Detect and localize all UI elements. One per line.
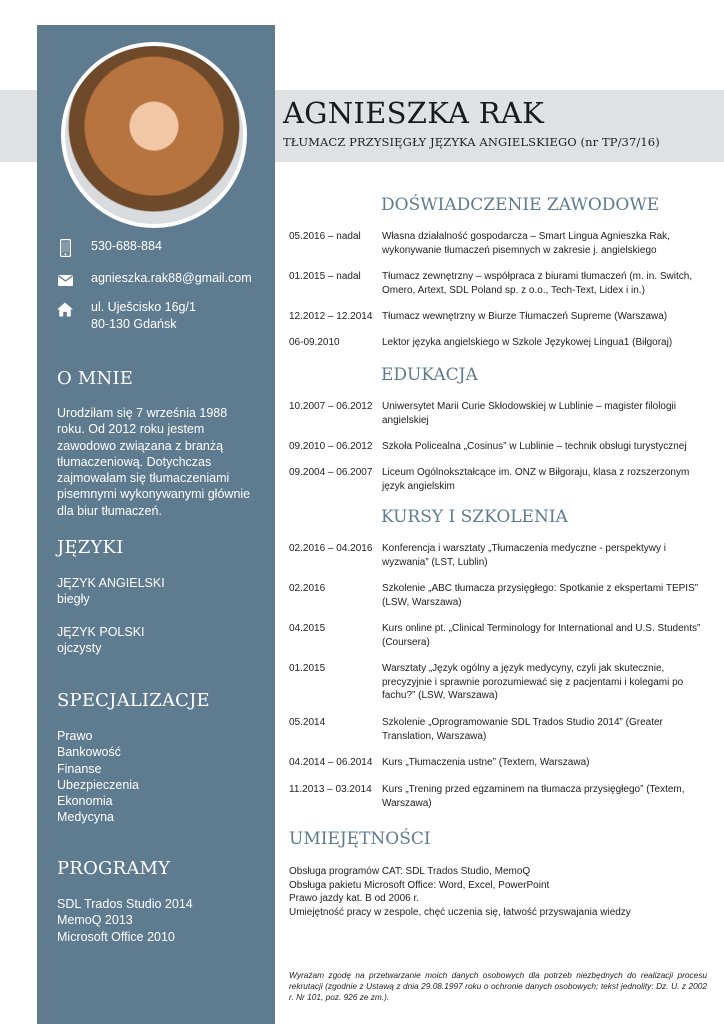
- entry-text: Szkolenie „ABC tłumacza przysięgłego: Spotkanie z ekspertami TEPIS” (LSW, Warszawa): [382, 583, 699, 608]
- specialization-item: Prawo: [57, 729, 93, 743]
- skill-item: Umiejętność pracy w zespole, chęć uczenia się, łatwość przyswajania wiedzy: [289, 906, 631, 918]
- envelope-icon: [57, 270, 73, 290]
- specialization-item: Finanse: [57, 761, 102, 776]
- language-name: JĘZYK POLSKI: [57, 625, 145, 639]
- course-entry: [289, 716, 709, 743]
- language-item: [57, 624, 262, 657]
- entry-date: 09.2010 – 06.2012: [289, 441, 373, 452]
- specialization-item: Bankowość: [57, 745, 121, 760]
- entry-date: 09.2004 – 06.2007: [289, 467, 373, 478]
- programs-list: [57, 896, 262, 945]
- candidate-title: TŁUMACZ PRZYSIĘGŁY JĘZYKA ANGIELSKIEGO (nr TP/37/16): [283, 135, 660, 149]
- entry-text: Tłumacz zewnętrzny – współpraca z biurami tłumaczeń (m. in. Switch, Omero, Artext, SDL Poland sp. z o.o., Tech-Text, Lidex i in.): [382, 271, 693, 296]
- entry-text: Kurs „Trening przed egzaminem na tłumacza przysięgłego” (Textem, Warszawa): [382, 784, 685, 809]
- course-entry: [289, 622, 709, 649]
- specialization-item: Ekonomia: [57, 794, 113, 809]
- entry-date: 02.2016 – 04.2016: [289, 543, 373, 554]
- address-line-1: ul. Uješcisko 16g/1: [91, 300, 196, 314]
- program-item: Microsoft Office 2010: [57, 929, 175, 944]
- consent-note: Wyrażam zgodę na przetwarzanie moich danych osobowych dla potrzeb niezbędnych do realizacji procesu rekrutacji (zgodnie z Ustawą z dnia 29.08.1997 roku o ochronie danych osobowych; tekst jednolity: Dz. U. z 2002 r. Nr 101, poz. 926 ze zm.).: [289, 970, 707, 1002]
- home-icon: [57, 299, 73, 319]
- education-entry: [289, 400, 709, 427]
- candidate-name: AGNIESZKA RAK: [283, 96, 545, 130]
- specialization-item: Ubezpieczenia: [57, 777, 139, 792]
- entry-text: Kurs online pt. „Clinical Terminology for International and U.S. Students” (Coursera): [382, 623, 701, 648]
- sidebar: [37, 25, 275, 1024]
- skill-item: Prawo jazdy kat. B od 2006 r.: [289, 893, 420, 904]
- skills-heading: UMIEJĘTNOŚCI: [289, 829, 431, 849]
- education-entry: [289, 440, 709, 454]
- phone-text: 530-688-884: [91, 239, 162, 253]
- languages-heading: JĘZYKI: [57, 537, 124, 558]
- entry-date: 10.2007 – 06.2012: [289, 401, 373, 412]
- course-entry: [289, 783, 709, 810]
- course-entry: [289, 582, 709, 609]
- program-item: MemoQ 2013: [57, 913, 133, 928]
- address-line-2: 80-130 Gdańsk: [91, 317, 177, 331]
- programs-heading: PROGRAMY: [57, 858, 171, 879]
- course-entry: [289, 662, 709, 703]
- entry-text: Warsztaty „Język ogólny a język medycyny, czyli jak skutecznie, precyzyjnie i sprawnie porozumiewać się z pacjentami i kolegami po fachu?” (LSW, Warszawa): [382, 663, 684, 701]
- entry-date: 12.2012 – 12.2014: [289, 311, 373, 322]
- entry-text: Szkoła Policealna „Cosinus” w Lublinie – technik obsługi turystycznej: [382, 441, 687, 452]
- about-heading: O MNIE: [57, 368, 134, 389]
- entry-date: 06-09.2010: [289, 337, 340, 348]
- entry-date: 04.2014 – 06.2014: [289, 757, 373, 768]
- course-entry: [289, 542, 709, 569]
- program-item: SDL Trados Studio 2014: [57, 897, 193, 911]
- contact-phone: [57, 238, 162, 258]
- entry-date: 11.2013 – 03.2014: [289, 784, 372, 795]
- entry-text: Własna działalność gospodarcza – Smart Lingua Agnieszka Rak, wykonywanie tłumaczeń pisemnych w zakresie j. angielskiego: [382, 231, 670, 256]
- entry-text: Tłumacz wewnętrzny w Biurze Tłumaczeń Supreme (Warszawa): [382, 311, 668, 322]
- entry-date: 05.2014: [289, 717, 326, 728]
- experience-entry: [289, 310, 709, 324]
- specializations-heading: SPECJALIZACJE: [57, 690, 210, 711]
- specializations-list: [57, 728, 262, 826]
- skill-item: Obsługa pakietu Microsoft Office: Word, Excel, PowerPoint: [289, 879, 550, 891]
- entry-text: Szkolenie „Oprogramowanie SDL Trados Studio 2014” (Greater Translation, Warszawa): [382, 717, 663, 742]
- specialization-item: Medycyna: [57, 810, 114, 825]
- course-entry: [289, 756, 709, 770]
- about-text: Urodziłam się 7 września 1988 roku. Od 2012 roku jestem zawodowo związana z branżą tłumaczeniową. Dotychczas zajmowałam się tłumaczeniami pisemnymi wykonywanymi głównie dla biur tłumaczeń.: [57, 406, 251, 518]
- entry-text: Uniwersytet Marii Curie Skłodowskiej w Lublinie – magister filologii angielskiej: [382, 401, 676, 426]
- language-level: ojczysty: [57, 641, 102, 656]
- profile-photo: [61, 42, 247, 228]
- language-level: biegły: [57, 592, 90, 607]
- experience-entry: [289, 270, 709, 297]
- entry-text: Konferencja i warsztaty „Tłumaczenia medyczne - perspektywy i wyzwania” (LST, Lublin): [382, 543, 666, 568]
- contact-email: [57, 270, 252, 290]
- address-text: [91, 299, 196, 333]
- entry-date: 02.2016: [289, 583, 326, 594]
- education-entry: [289, 466, 709, 493]
- education-heading: EDUKACJA: [381, 365, 478, 385]
- entry-date: 04.2015: [289, 623, 326, 634]
- entry-text: Liceum Ogólnokształcące im. ONZ w Biłgoraju, klasa z rozszerzonym język angielskim: [382, 467, 690, 492]
- experience-entry: [289, 336, 709, 350]
- entry-date: 01.2015 – nadal: [289, 271, 361, 282]
- skill-item: Obsługa programów CAT: SDL Trados Studio, MemoQ: [289, 866, 531, 877]
- entry-date: 01.2015: [289, 663, 326, 674]
- experience-heading: DOŚWIADCZENIE ZAWODOWE: [381, 195, 660, 215]
- email-text[interactable]: agnieszka.rak88@gmail.com: [91, 271, 252, 285]
- entry-text: Lektor języka angielskiego w Szkole Językowej Lingua1 (Biłgoraj): [382, 337, 673, 348]
- entry-date: 05.2016 – nadal: [289, 231, 361, 242]
- phone-icon: [57, 238, 73, 258]
- language-item: [57, 575, 262, 608]
- contact-address: [57, 299, 196, 333]
- entry-text: Kurs „Tłumaczenia ustne” (Textem, Warszawa): [382, 757, 590, 768]
- skills-list: [289, 865, 631, 919]
- experience-entry: [289, 230, 709, 257]
- language-name: JĘZYK ANGIELSKI: [57, 576, 165, 590]
- courses-heading: KURSY I SZKOLENIA: [381, 507, 568, 527]
